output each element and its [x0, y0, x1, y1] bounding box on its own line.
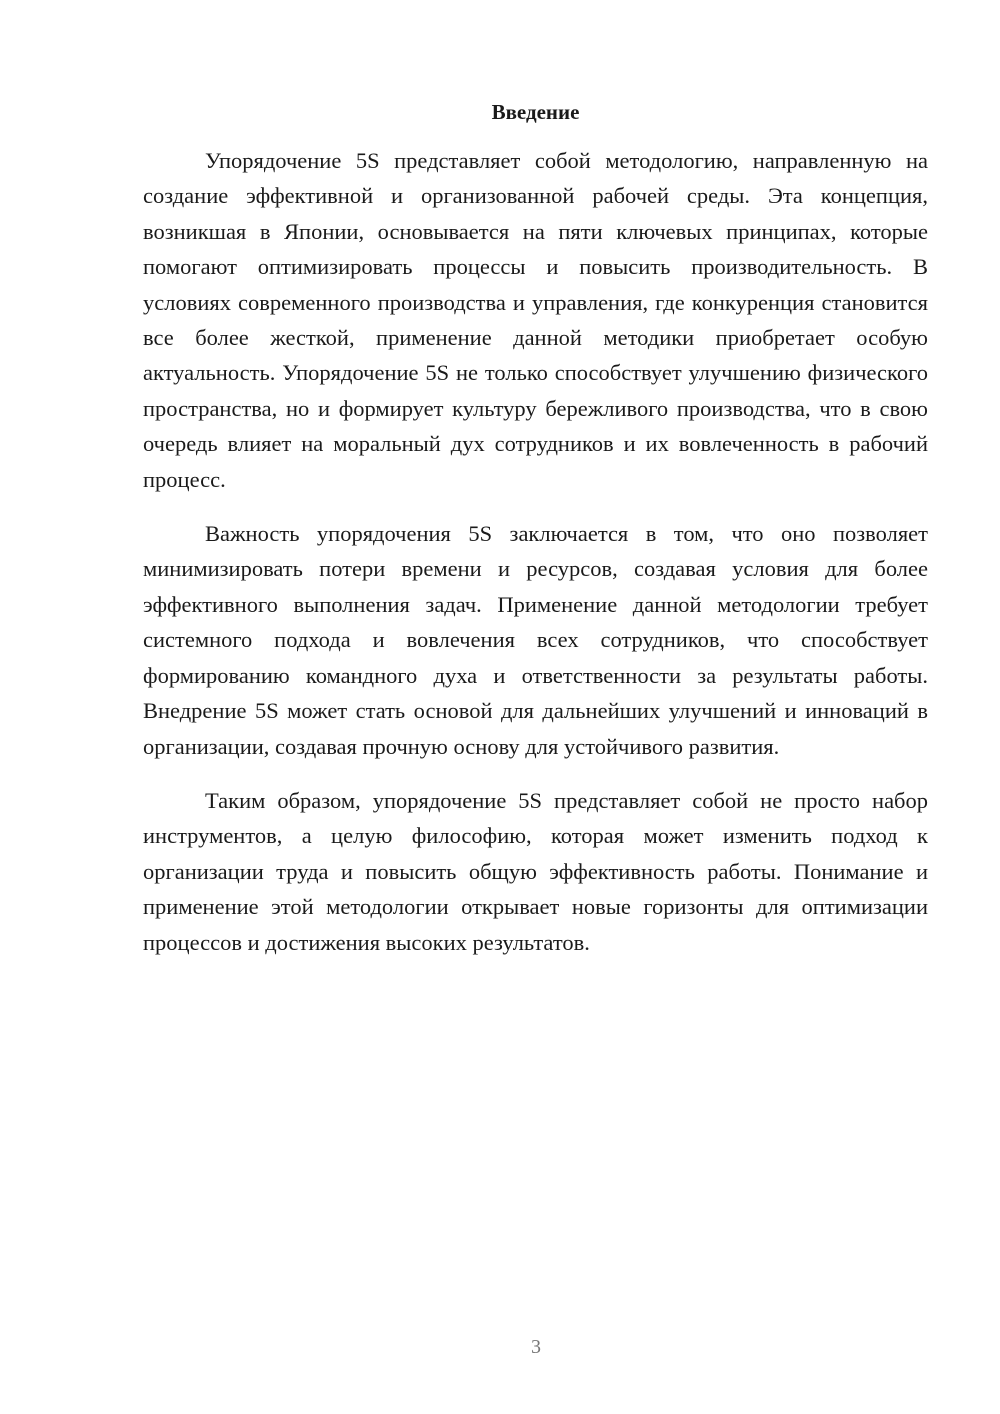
paragraph-3: Таким образом, упорядочение 5S представляет собой не просто набор инструментов, а целую философию, которая может изменить подход к организации труда и повысить общую эффективность работы. Понимание и применение этой методологии открывает новые горизонты для оптимизации процессов и достижения высоких результатов.: [143, 787, 928, 955]
body-text: [143, 143, 928, 979]
paragraph-1: Упорядочение 5S представляет собой методологию, направленную на создание эффективной и организованной рабочей среды. Эта концепция, возникшая в Японии, основывается на пяти ключевых принципах, которые помогают оптимизировать процессы и повысить производительность. В условиях современного производства и управления, где конкуренция становится все более жесткой, применение данной методики приобретает особую актуальность. Упорядочение 5S не только способствует улучшению физического пространства, но и формирует культуру бережливого производства, что в свою очередь влияет на моральный дух сотрудников и их вовлеченность в рабочий процесс.: [143, 148, 928, 492]
paragraph-2: Важность упорядочения 5S заключается в том, что оно позволяет минимизировать потери времени и ресурсов, создавая условия для более эффективного выполнения задач. Применение данной методологии требует системного подхода и вовлечения всех сотрудников, что способствует формированию командного духа и ответственности за результаты работы. Внедрение 5S может стать основой для дальнейших улучшений и инноваций в организации, создавая прочную основу для устойчивого развития.: [143, 521, 928, 759]
page-title: Введение: [491, 100, 580, 124]
page-number: 3: [531, 1336, 541, 1358]
